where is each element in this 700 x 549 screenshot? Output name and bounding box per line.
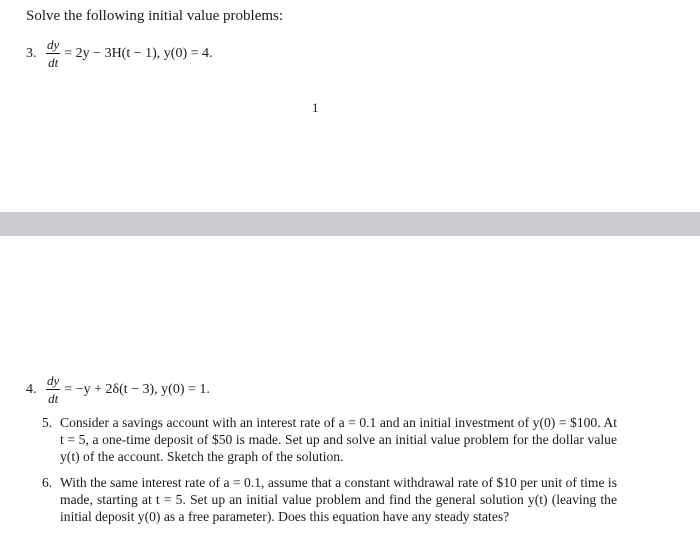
problem-5 [42, 414, 617, 466]
equation-rhs: = −y + 2δ(t − 3), y(0) = 1. [64, 381, 210, 397]
page-break-divider [0, 212, 700, 236]
fraction-denominator: dt [48, 391, 59, 406]
problem-text: Consider a savings account with an interest rate of a = 0.1 and an initial investment of y(0) = $100. At t = 5, a one-time deposit of $50 is made. Set up and solve an initial value problem for the dollar value y(t) of the account. Sketch the graph of the solution. [60, 415, 617, 465]
problem-number: 3. [26, 45, 37, 61]
problem-number: 5. [42, 415, 53, 430]
problem-6 [42, 474, 617, 526]
instructions-heading: Solve the following initial value problems: [26, 8, 284, 24]
fraction-numerator: dy [47, 37, 60, 52]
problem-4 [26, 374, 210, 405]
derivative-fraction [46, 38, 60, 69]
fraction-denominator: dt [48, 55, 59, 70]
page-number: 1 [312, 100, 319, 115]
problem-number: 6. [42, 475, 53, 490]
fraction-numerator: dy [47, 373, 60, 388]
problem-3 [26, 38, 213, 69]
problem-text: With the same interest rate of a = 0.1, assume that a constant withdrawal rate of $10 per unit of time is made, starting at t = 5. Set up an initial value problem and find the general solution y(t) (leaving the initial deposit y(0) as a free parameter). Does this equation have any steady states? [60, 475, 617, 525]
derivative-fraction [46, 374, 60, 405]
equation-rhs: = 2y − 3H(t − 1), y(0) = 4. [64, 45, 213, 61]
problem-number: 4. [26, 381, 37, 397]
